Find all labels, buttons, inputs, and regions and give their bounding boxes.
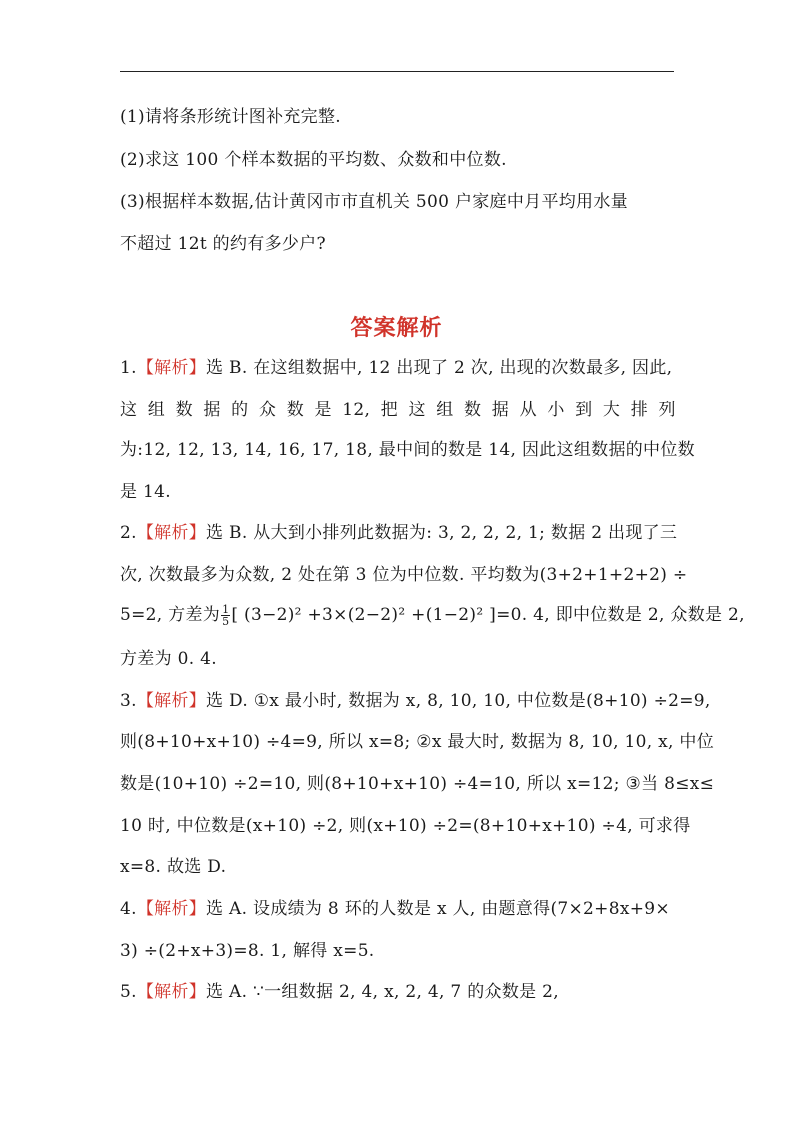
answer-text: 选 A. 设成绩为 8 环的人数是 x 人, 由题意得(7×2+8x+9× [206,899,670,919]
answer-4-line-2: 3) ÷(2+x+3)=8. 1, 解得 x=5. [120,941,375,961]
word: 据 [203,400,221,420]
answer-section-title: 答案解析 [350,316,443,341]
answer-3-line-4: 10 时, 中位数是(x+10) ÷2, 则(x+10) ÷2=(8+10+x+10) ÷4, 可求得 [120,816,691,836]
answer-text: 选 B. 从大到小排列此数据为: 3, 2, 2, 2, 1; 数据 2 出现了三 [206,523,678,543]
word: 到 [575,400,593,420]
analysis-tag: 【解析】 [136,691,207,711]
answer-number: 1. [120,358,137,378]
word: 从 [519,400,537,420]
word: 12, [342,400,371,420]
word: 组 [436,400,454,420]
analysis-tag: 【解析】 [136,899,207,919]
analysis-tag: 【解析】 [136,982,207,1002]
fraction-numerator: 1 [222,603,230,616]
answer-3-line-3: 数是(10+10) ÷2=10, 则(8+10+x+10) ÷4=10, 所以 x=12; ③当 8≤x≤ [120,774,715,794]
answer-1-line-3: 为:12, 12, 13, 14, 16, 17, 18, 最中间的数是 14, 因此这组数据的中位数 [120,440,695,460]
fraction [221,604,230,627]
answer-2-line-3 [120,603,745,628]
word: 的 [231,400,249,420]
answer-text: 选 A. ∵一组数据 2, 4, x, 2, 4, 7 的众数是 2, [206,982,559,1002]
word: 大 [602,400,621,420]
answer-3-line-1 [120,690,711,712]
word: 这 [408,400,426,420]
word: 数 [286,400,304,420]
answer-5-line-1 [120,981,680,1003]
word: 这 [120,400,138,420]
header-rule [120,71,674,72]
answer-3-line-2: 则(8+10+x+10) ÷4=9, 所以 x=8; ②x 最大时, 数据为 8, 10, 10, x, 中位 [120,732,715,752]
analysis-tag: 【解析】 [136,358,207,378]
answer-number: 4. [120,899,137,919]
word: 把 [380,400,398,420]
word: 列 [658,400,676,420]
word: 数 [464,400,482,420]
answer-1-line-4: 是 14. [120,482,171,502]
answer-text: 选 B. 在这组数据中, 12 出现了 2 次, 出现的次数最多, 因此, [206,358,673,378]
word: 组 [147,400,166,420]
question-1: (1)请将条形统计图补充完整. [120,107,341,127]
answer-2-line-4: 方差为 0. 4. [120,649,217,669]
question-3-line-1: (3)根据样本数据,估计黄冈市市直机关 500 户家庭中月平均用水量 [120,192,628,212]
analysis-tag: 【解析】 [136,523,207,543]
answer-2-line-2: 次, 次数最多为众数, 2 处在第 3 位为中位数. 平均数为(3+2+1+2+2) ÷ [120,565,688,585]
answer-1-line-1 [120,357,680,379]
word: 是 [314,400,332,420]
answer-number: 2. [120,523,137,543]
question-2: (2)求这 100 个样本数据的平均数、众数和中位数. [120,150,507,170]
question-3-line-2: 不超过 12t 的约有多少户? [120,234,326,254]
word: 据 [491,400,510,420]
answer-2-line-1 [120,522,680,544]
answer-text: 5=2, 方差为 [120,605,221,625]
answer-text: 选 D. ①x 最小时, 数据为 x, 8, 10, 10, 中位数是(8+10) ÷2=9, [206,691,711,711]
answer-number: 5. [120,982,137,1002]
fraction-denominator: 5 [222,615,230,628]
word: 小 [547,400,565,420]
answer-4-line-1 [120,898,680,920]
word: 数 [175,400,193,420]
answer-3-line-5: x=8. 故选 D. [120,857,227,877]
answer-1-line-2 [120,399,676,421]
word: 众 [258,400,277,420]
answer-number: 3. [120,691,137,711]
answer-text: [ (3−2)² +3×(2−2)² +(1−2)² ]=0. 4, 即中位数是 2, 众数是 2, [231,605,745,625]
word: 排 [630,400,648,420]
